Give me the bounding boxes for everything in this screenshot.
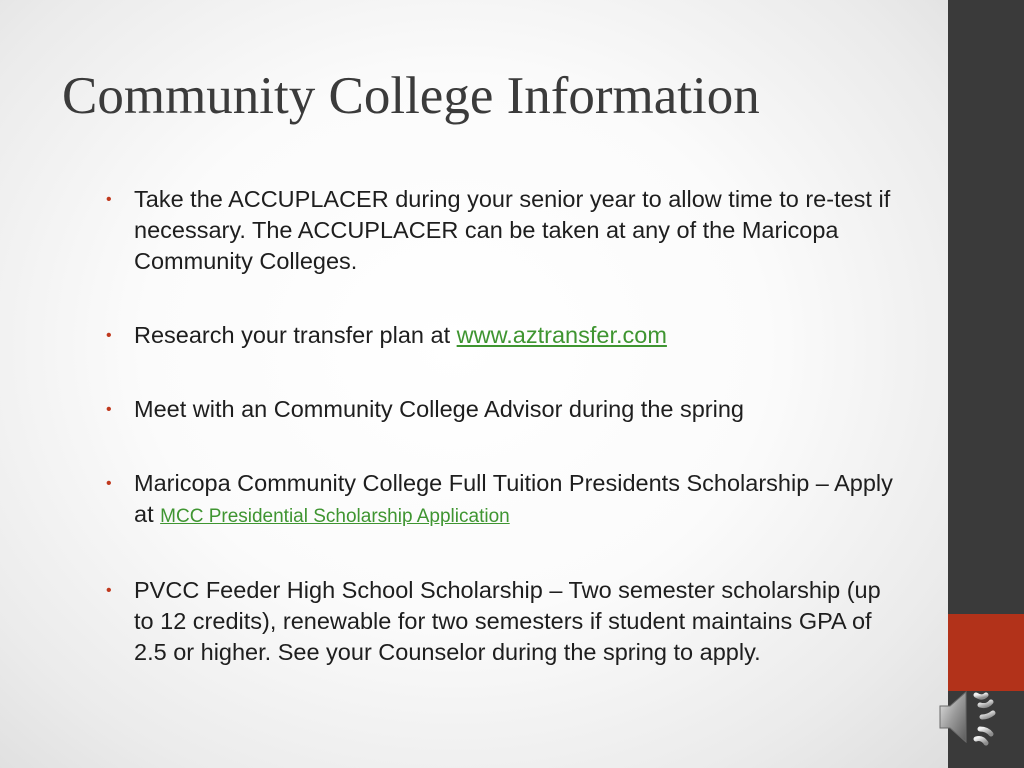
bullet-text: Maricopa Community College Full Tuition Presidents Scholarship – Apply at [134,470,893,527]
bullet-marker: • [106,475,112,492]
slide-title: Community College Information [62,67,760,125]
bullet-item-accuplacer [106,184,898,277]
scholarship-application-link[interactable]: MCC Presidential Scholarship Application [160,506,510,527]
bullet-text: Take the ACCUPLACER during your senior year to allow time to re-test if necessary. The ACCUPLACER can be taken at any of the Maricopa Community Colleges. [134,186,891,274]
bullet-item-advisor [106,394,898,425]
bullet-marker: • [106,401,112,418]
speaker-icon[interactable] [934,682,1010,752]
bullet-text: PVCC Feeder High School Scholarship – Two semester scholarship (up to 12 credits), renewable for two semesters if student maintains GPA of 2.5 or higher. See your Counselor during the spring to apply. [134,577,881,665]
bullet-text: Research your transfer plan at [134,322,457,348]
bullet-text: Meet with an Community College Advisor during the spring [134,396,744,422]
aztransfer-link[interactable]: www.aztransfer.com [456,322,667,348]
sidebar-accent-block [948,614,1024,691]
bullet-marker: • [106,582,112,599]
bullet-item-transfer-plan [106,320,898,351]
bullet-item-presidents-scholarship [106,468,898,532]
bullet-marker: • [106,327,112,344]
bullet-list [106,184,898,668]
bullet-marker: • [106,191,112,208]
bullet-item-pvcc-scholarship [106,575,898,668]
